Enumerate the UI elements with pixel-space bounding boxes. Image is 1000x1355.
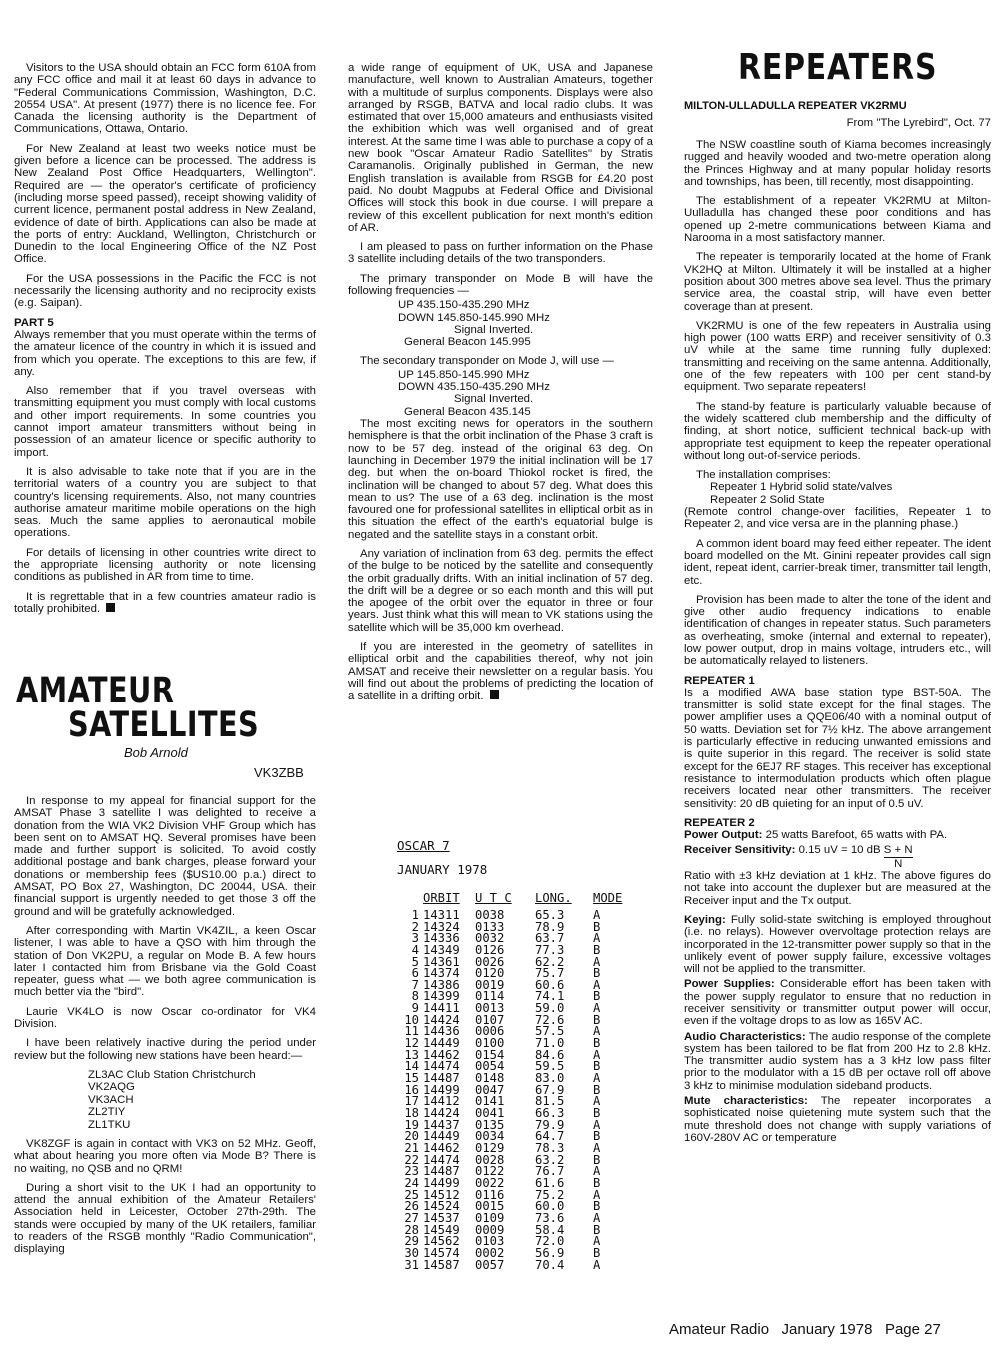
- table-cell: 57.5: [535, 1024, 565, 1039]
- table-cell: 14512: [423, 1187, 460, 1202]
- table-cell: 79.9: [535, 1117, 565, 1132]
- table-cell: 20: [404, 1129, 419, 1144]
- table-cell: 73.6: [535, 1210, 565, 1225]
- table-cell: 0129: [475, 1141, 505, 1156]
- table-cell: 22: [404, 1152, 419, 1167]
- table-cell: 25: [404, 1187, 419, 1202]
- station-list: [88, 1069, 316, 1131]
- paragraph: After corresponding with Martin VK4ZIL, a keen Oscar listener, I was able to have a QSO with him through the station of Don VK2PU, a regular on Mode B. A few hours later I contacted him from Brisbane via the Gold Coast repeater, guess what — we both agree communication is much better via the "bird".: [14, 924, 316, 999]
- table-cell: 0006: [475, 1024, 505, 1039]
- table-cell: 0038: [475, 907, 505, 922]
- table-cell: B: [593, 942, 601, 957]
- table-cell: B: [593, 1106, 601, 1121]
- paragraph: For New Zealand at least two weeks notice must be given before a licence can be processed. The address is New Zealand Post Office Headquarters, Wellington". Required are — the operator's certificate of proficiency (including morse speed passed), receipt showing validity of current licence, permanent postal address in New Zealand, evidence of date of birth. Applications can also be made at the ports of entry: Auckland, Wellington, Christchurch or Dunedin to the local Engineering Office of the NZ Post Office.: [14, 142, 316, 266]
- table-cell: 9: [411, 1001, 419, 1016]
- table-cell: 75.7: [535, 966, 565, 981]
- table-month: JANUARY 1978: [397, 862, 488, 878]
- table-cell: 72.0: [535, 1234, 565, 1249]
- paragraph: The secondary transponder on Mode J, will use —: [360, 354, 614, 367]
- table-cell: 70.4: [535, 1257, 565, 1272]
- paragraph: I am pleased to pass on further information on the Phase 3 satellite including details of the two transponders.: [348, 241, 653, 266]
- paragraph: The repeater is temporarily located at the home of Frank VK2HQ at Milton. Ultimately it will be installed at a higher position about 300 metres above sea level. Thus the primary service area, the coastal strip, will have even better coverage than at present.: [684, 251, 991, 313]
- table-cell: 0120: [475, 966, 505, 981]
- table-cell: 59.0: [535, 1001, 565, 1016]
- table-cell: 14437: [423, 1117, 460, 1132]
- table-cell: B: [593, 1059, 601, 1074]
- table-cell: 0100: [475, 1036, 505, 1051]
- table-cell: 14462: [423, 1047, 460, 1062]
- table-cell: 19: [404, 1117, 419, 1132]
- section-heading: PART 5: [14, 316, 54, 329]
- spec-power-supplies: Power Supplies: Considerable effort has been taken with the power supply regulator to ensure that no reduction in receiver sensitivity or transmitter output power will occur, even if the voltage drops to as low as 165V AC.: [684, 978, 991, 1028]
- table-cell: B: [593, 966, 601, 981]
- table-cell: A: [593, 1257, 601, 1272]
- section-heading: REPEATER 2: [684, 816, 755, 829]
- table-cell: 84.6: [535, 1047, 565, 1062]
- paragraph: The installation comprises:: [696, 469, 831, 482]
- table-cell: 12: [404, 1036, 419, 1051]
- table-body: [397, 907, 622, 1272]
- table-cell: 0054: [475, 1059, 505, 1074]
- table-cell: 72.6: [535, 1012, 565, 1027]
- table-cell: 76.7: [535, 1164, 565, 1179]
- table-cell: 74.1: [535, 989, 565, 1004]
- station-item: ZL1TKU: [88, 1118, 131, 1131]
- table-cell: B: [593, 1222, 601, 1237]
- table-cell: 64.7: [535, 1129, 565, 1144]
- paragraph-end: It is regrettable that in a few countries amateur radio is totally prohibited.: [14, 590, 316, 615]
- table-cell: 17: [404, 1094, 419, 1109]
- table-cell: 14374: [423, 966, 460, 981]
- table-cell: 14311: [423, 907, 460, 922]
- table-cell: 59.5: [535, 1059, 565, 1074]
- table-cell: 13: [404, 1047, 419, 1062]
- station-item: VK3ACH: [88, 1093, 134, 1106]
- article-title-line1: AMATEUR: [16, 671, 175, 711]
- table-cell: 14499: [423, 1082, 460, 1097]
- paragraph: Laurie VK4LO is now Oscar co-ordinator for VK4 Division.: [14, 1005, 316, 1031]
- table-cell: 2: [411, 919, 419, 934]
- table-cell: 14562: [423, 1234, 460, 1249]
- table-cell: A: [593, 1001, 601, 1016]
- installation-list: [710, 481, 991, 506]
- paragraph: VK2RMU is one of the few repeaters in Australia using high power (100 watts ERP) and receiver sensitivity of 0.3 uV while at the same time running fully duplexed: transmitting and receiving on the same antenna. Additionally, one of the few repeaters with 100 per cent stand-by equipment. Two separate repeaters!: [684, 319, 991, 394]
- table-cell: 0057: [475, 1257, 505, 1272]
- table-cell: 26: [404, 1199, 419, 1214]
- table-cell: B: [593, 1152, 601, 1167]
- table-cell: 5: [411, 954, 419, 969]
- paragraph: During a short visit to the UK I had an opportunity to attend the annual exhibition of the Amateur Retailers' Association held in Leicester, October 27th-29th. The stands were occupied by many of the UK retailers, familiar to readers of the RSGB monthly "Radio Communication", displaying: [14, 1181, 316, 1256]
- orbit-table: [397, 892, 622, 1272]
- table-cell: 3: [411, 931, 419, 946]
- paragraph: The stand-by feature is particularly valuable because of the widely scattered club membership and the difficulty of finding, at short notice, sufficient technical back-up with appropriate test equipment to keep the repeater operational without long out-of-service periods.: [684, 400, 991, 462]
- paragraph: Ratio with ±3 kHz deviation at 1 kHz. The above figures do not take into account the duplexer but are measured at the Receiver input and the Tx output.: [684, 870, 991, 907]
- table-cell: 78.9: [535, 919, 565, 934]
- table-cell: 18: [404, 1106, 419, 1121]
- table-cell: 60.0: [535, 1199, 565, 1214]
- table-cell: 0034: [475, 1129, 505, 1144]
- table-cell: 0041: [475, 1106, 505, 1121]
- table-cell: 14474: [423, 1059, 460, 1074]
- table-cell: 0116: [475, 1187, 505, 1202]
- table-cell: 14436: [423, 1024, 460, 1039]
- table-cell: A: [593, 1187, 601, 1202]
- paragraph: The most exciting news for operators in the southern hemisphere is that the orbit inclination of the Phase 3 craft is now to be 57 deg. instead of the original 63 deg. On launching in December 1979 the initial inclination will be 17 deg. but when the on-board Thiokol rocket is fired, the inclination will be changed to about 57 deg. What does this mean to us? The use of a 63 deg. inclination is the most favoured one for professional satellites in elliptical orbit as in this situation the effect of the earth's equatorial bulge is negated and the satellite stays in a constant orbit.: [348, 418, 653, 541]
- paragraph: Provision has been made to alter the tone of the ident and give other audio frequency indications to enable identification of changes in repeater status. Such parameters as overheating, smoke (internal and external to repeater), low power output, drop in mains voltage, intruders etc., will be automatically relayed to listeners.: [684, 593, 991, 668]
- column-header: MODE: [593, 890, 623, 905]
- table-cell: 60.6: [535, 977, 565, 992]
- repeaters-source: From "The Lyrebird", Oct. 77: [846, 117, 991, 129]
- section-heading: REPEATER 1: [684, 674, 755, 687]
- table-cell: 14537: [423, 1210, 460, 1225]
- table-cell: B: [593, 919, 601, 934]
- paragraph: Is a modified AWA base station type BST-50A. The transmitter is solid state except for the final stages. The power amplifier uses a QQE06/40 with a nominal output of 50 watts. Deviation set for 7½ kHz. The above arrangement is particularly effective in reducing unwanted emissions and is quite superior in this regard. The receiver is solid state except for the 6EJ7 RF stages. This receiver has exceptional resistance to intermodulation products which often plague receivers located near other transmitters. The receiver sensitivity: 20 dB quieting for an input of 0.5 uV.: [684, 686, 991, 810]
- table-cell: 0022: [475, 1175, 505, 1190]
- station-item: ZL3AC Club Station Christchurch: [88, 1068, 256, 1081]
- spec-keying: Keying: Fully solid-state switching is employed throughout (i.e. no relays). However overvoltage protection relays are incorporated in the 12-transmitter power supply so that in the unlikely event of power supply failure, excessive voltages will not be applied to the transmitter.: [684, 913, 991, 976]
- column-satellites-continued: [348, 62, 653, 710]
- column-header: ORBIT: [423, 890, 460, 905]
- table-cell: 0019: [475, 977, 505, 992]
- table-cell: 14487: [423, 1071, 460, 1086]
- table-cell: 16: [404, 1082, 419, 1097]
- station-item: ZL2TIY: [88, 1106, 126, 1119]
- paragraph: For the USA possessions in the Pacific the FCC is not necessarily the licensing authority and no reciprocity exists (e.g. Saipan).: [14, 272, 316, 310]
- table-cell: 63.2: [535, 1152, 565, 1167]
- frequency-line: DOWN 435.150-435.290 MHz: [398, 381, 550, 394]
- table-row: [397, 1260, 622, 1272]
- paragraph: (Remote control change-over facilities, Repeater 1 to Repeater 2, and vice versa are in the planning phase.): [684, 506, 991, 531]
- table-cell: 0148: [475, 1071, 505, 1086]
- table-cell: 0013: [475, 1001, 505, 1016]
- paragraph: The establishment of a repeater VK2RMU at Milton-Uulladulla has changed these poor conditions and has opened up 2-metre communications between Kiama and Narooma in a most satisfactory manner.: [684, 195, 991, 245]
- paragraph: The NSW coastline south of Kiama becomes increasingly rugged and heavily wooded and two-metre operation along the Princes Highway and at many popular holiday resorts and townships, has been, till recently, most disappointing.: [684, 139, 991, 188]
- table-cell: 0002: [475, 1245, 505, 1260]
- table-cell: 31: [404, 1257, 419, 1272]
- table-cell: B: [593, 1012, 601, 1027]
- table-cell: 6: [411, 966, 419, 981]
- table-cell: 14587: [423, 1257, 460, 1272]
- page-footer: Amateur Radio January 1978 Page 27: [669, 1321, 941, 1338]
- table-cell: 21: [404, 1141, 419, 1156]
- table-cell: 7: [411, 977, 419, 992]
- table-cell: 14424: [423, 1012, 460, 1027]
- table-cell: 0047: [475, 1082, 505, 1097]
- installation-item: Repeater 1 Hybrid solid state/valves: [710, 481, 893, 494]
- table-cell: 14449: [423, 1129, 460, 1144]
- table-cell: 0114: [475, 989, 505, 1004]
- table-cell: 14474: [423, 1152, 460, 1167]
- table-cell: 10: [404, 1012, 419, 1027]
- article-title-line2: SATELLITES: [68, 705, 260, 745]
- table-cell: 0122: [475, 1164, 505, 1179]
- table-cell: 14411: [423, 1001, 460, 1016]
- table-cell: 30: [404, 1245, 419, 1260]
- mode-j-frequencies: [398, 369, 653, 418]
- paragraph: Always remember that you must operate within the terms of the amateur licence of the country in which it is issued and from which you operate. The exceptions to this are few, if any.: [14, 328, 316, 378]
- table-cell: A: [593, 1234, 601, 1249]
- oscar-7-table-block: [397, 840, 657, 1271]
- table-cell: 62.2: [535, 954, 565, 969]
- table-cell: 0154: [475, 1047, 505, 1062]
- table-cell: B: [593, 1175, 601, 1190]
- table-cell: A: [593, 931, 601, 946]
- table-cell: 29: [404, 1234, 419, 1249]
- table-cell: 0015: [475, 1199, 505, 1214]
- frequency-line: UP 145.850-145.990 MHz: [398, 368, 530, 381]
- table-cell: 83.0: [535, 1071, 565, 1086]
- table-cell: 61.6: [535, 1175, 565, 1190]
- paragraph: For details of licensing in other countries write direct to the appropriate licensing authority or note licensing conditions as published in AR from time to time.: [14, 546, 316, 584]
- table-cell: 14412: [423, 1094, 460, 1109]
- table-cell: 0109: [475, 1210, 505, 1225]
- end-mark: [490, 690, 499, 699]
- table-cell: 14349: [423, 942, 460, 957]
- table-cell: 28: [404, 1222, 419, 1237]
- table-cell: A: [593, 1164, 601, 1179]
- table-cell: 0126: [475, 942, 505, 957]
- table-cell: 15: [404, 1071, 419, 1086]
- table-cell: 24: [404, 1175, 419, 1190]
- table-cell: 27: [404, 1210, 419, 1225]
- table-cell: A: [593, 1071, 601, 1086]
- table-cell: 0133: [475, 919, 505, 934]
- table-cell: 14462: [423, 1141, 460, 1156]
- table-cell: B: [593, 1199, 601, 1214]
- table-cell: 14499: [423, 1175, 460, 1190]
- table-cell: 66.3: [535, 1106, 565, 1121]
- table-cell: 14: [404, 1059, 419, 1074]
- installation-item: Repeater 2 Solid State: [710, 493, 825, 506]
- spec-mute: Mute characteristics: The repeater incorporates a sophisticated noise quietening mute system such that the mute threshold does not change with supply variations of 160V-280V AC or temperature: [684, 1095, 991, 1144]
- spec-receiver-sensitivity: Receiver Sensitivity: 0.15 uV = 10 dB $\frac{S + N}{N}$: [684, 844, 913, 870]
- table-cell: 14399: [423, 989, 460, 1004]
- table-cell: 11: [404, 1024, 419, 1039]
- table-cell: A: [593, 1094, 601, 1109]
- table-cell: 0009: [475, 1222, 505, 1237]
- table-title: OSCAR 7: [397, 838, 450, 853]
- table-cell: 0026: [475, 954, 505, 969]
- paragraph: Also remember that if you travel overseas with transmitting equipment you must comply with local customs and other import requirements. In some countries you cannot import amateur transmitters without being in possession of an amateur licence or specific authority to import.: [14, 385, 316, 459]
- table-cell: 0028: [475, 1152, 505, 1167]
- frequency-line: Signal Inverted.: [454, 323, 534, 336]
- paragraph: I have been relatively inactive during the period under review but the following new stations have been heard:—: [14, 1037, 316, 1062]
- table-cell: 65.3: [535, 907, 565, 922]
- frequency-line: DOWN 145.850-145.990 MHz: [398, 311, 550, 324]
- table-cell: 77.3: [535, 942, 565, 957]
- end-mark: [106, 603, 115, 612]
- table-cell: 14336: [423, 931, 460, 946]
- table-cell: A: [593, 1047, 601, 1062]
- paragraph: A common ident board may feed either repeater. The ident board modelled on the Mt. Ginini repeater provides call sign ident, repeat ident, carrier-break timer, transmitter tail length, etc.: [684, 537, 991, 587]
- table-cell: B: [593, 989, 601, 1004]
- frequency-line: UP 435.150-435.290 MHz: [398, 299, 530, 312]
- table-cell: 14549: [423, 1222, 460, 1237]
- table-cell: 58.4: [535, 1222, 565, 1237]
- repeaters-body: [684, 139, 991, 1144]
- paragraph: a wide range of equipment of UK, USA and Japanese manufacture, well known to Australian Amateurs, together with a multitude of surplus components. Displays were also arranged by RSGB, BATVA and local radio clubs. It was estimated that over 15,000 amateurs and enthusiasts visited the exhibition which was well organised and of great interest. At the same time I was able to purchase a copy of a new book "Oscar Amateur Radio Satellites" by Stratis Caramanolis. Originally published in German, the new English translation is available from RSGB for £4.20 post paid. No doubt Magpubs at Federal Office and Divisional Offices will stock this book in due course. I will prepare a review of this excellent publication for next month's edition of AR.: [348, 62, 653, 234]
- table-cell: 14449: [423, 1036, 460, 1051]
- article-author: Bob Arnold: [124, 745, 188, 760]
- table-cell: 0135: [475, 1117, 505, 1132]
- table-cell: 0032: [475, 931, 505, 946]
- table-cell: 0107: [475, 1012, 505, 1027]
- table-cell: 23: [404, 1164, 419, 1179]
- table-cell: 1: [411, 907, 419, 922]
- spec-audio: Audio Characteristics: The audio response of the complete system has been tailored to be flat from 200 Hz to 2.8 kHz. The transmitter audio system has a 3 kHz low pass filter prior to the modulator with a 15 dB per octave roll off above 3 kHz to minimise modulation sideband products.: [684, 1030, 991, 1092]
- table-cell: 14487: [423, 1164, 460, 1179]
- table-cell: 14574: [423, 1245, 460, 1260]
- table-cell: A: [593, 1210, 601, 1225]
- table-cell: 63.7: [535, 931, 565, 946]
- mode-b-frequencies: [398, 299, 653, 348]
- column-licensing: [14, 62, 316, 622]
- repeaters-subtitle: MILTON-ULLADULLA REPEATER VK2RMU: [684, 100, 907, 112]
- table-cell: A: [593, 977, 601, 992]
- table-cell: 75.2: [535, 1187, 565, 1202]
- satellites-body: [14, 795, 316, 1263]
- table-cell: 78.3: [535, 1141, 565, 1156]
- table-cell: A: [593, 954, 601, 969]
- table-cell: A: [593, 1141, 601, 1156]
- spec-power-output: Power Output: 25 watts Barefoot, 65 watts with PA.: [684, 829, 948, 842]
- paragraph: It is also advisable to take note that if you are in the territorial waters of a country you are subject to that country's licensing requirements. Also, not many countries authorise amateur maritime mobile operations on the high seas. Much the same applies to aeronautical mobile operations.: [14, 465, 316, 540]
- paragraph: In response to my appeal for financial support for the AMSAT Phase 3 satellite I was delighted to receive a donation from the WIA VK2 Division VHF Group which has been sent on to AMSAT HQ. Several promises have been made and further support is solicited. To avoid costly additional postage and bank charges, please forward your donations or membership fees ($US10.00 p.a.) direct to AMSAT, PO Box 27, Washington, DC 20044, USA. their financial support is urgently needed to get those 3 off the ground and will be gratefully acknowledged.: [14, 795, 316, 918]
- table-cell: B: [593, 1245, 601, 1260]
- table-cell: A: [593, 1024, 601, 1039]
- table-cell: A: [593, 907, 601, 922]
- frequency-line: Signal Inverted.: [454, 393, 534, 406]
- table-cell: 14324: [423, 919, 460, 934]
- paragraph: Visitors to the USA should obtain an FCC form 610A from any FCC office and mail it at least 60 days in advance to "Federal Communications Commission, Washington, D.C. 20554 USA". At present (1977) there is no licence fee. For Canada the licensing authority is the Department of Communications, Ottawa, Ontario.: [14, 62, 316, 136]
- table-cell: 14524: [423, 1199, 460, 1214]
- table-cell: B: [593, 1036, 601, 1051]
- table-cell: 67.9: [535, 1082, 565, 1097]
- fraction: $\frac{S + N}{N}$: [883, 844, 913, 870]
- table-cell: 14386: [423, 977, 460, 992]
- paragraph: The primary transponder on Mode B will have the following frequencies —: [348, 272, 653, 298]
- table-cell: 81.5: [535, 1094, 565, 1109]
- table-cell: B: [593, 1082, 601, 1097]
- frequency-line: General Beacon 145.995: [404, 336, 531, 349]
- table-cell: 71.0: [535, 1036, 565, 1051]
- paragraph: Any variation of inclination from 63 deg. permits the effect of the bulge to be noticed by the satellite and consequently the orbit gradually drifts. With an initial inclination of 57 deg. the drift will be a degree or so each month and this will put the apogee of the orbit over the equator in three or four years. Just think what this will mean to VK stations using the satellite which will be 35,000 km overhead.: [348, 547, 653, 634]
- table-cell: 56.9: [535, 1245, 565, 1260]
- paragraph: VK8ZGF is again in contact with VK3 on 52 MHz. Geoff, what about hearing you more often via Mode B? There is no waiting, no QSB and no QRM!: [14, 1137, 316, 1175]
- table-cell: 14361: [423, 954, 460, 969]
- author-callsign: VK3ZBB: [254, 765, 304, 780]
- table-cell: 4: [411, 942, 419, 957]
- column-header: LONG.: [535, 890, 572, 905]
- table-cell: A: [593, 1117, 601, 1132]
- frequency-line: General Beacon 435.145: [404, 405, 531, 418]
- table-cell: B: [593, 1129, 601, 1144]
- repeaters-title: REPEATERS: [738, 47, 938, 88]
- table-cell: 14424: [423, 1106, 460, 1121]
- table-cell: 0103: [475, 1234, 505, 1249]
- table-cell: 8: [411, 989, 419, 1004]
- column-header: U T C: [475, 890, 512, 905]
- paragraph-end: If you are interested in the geometry of satellites in elliptical orbit and the capabilities thereof, why not join AMSAT and receive their newsletter on a regular basis. You will find out about the problems of predicting the location of a satellite in a drifting orbit.: [348, 641, 653, 703]
- table-cell: 0141: [475, 1094, 505, 1109]
- station-item: VK2AQG: [88, 1081, 135, 1094]
